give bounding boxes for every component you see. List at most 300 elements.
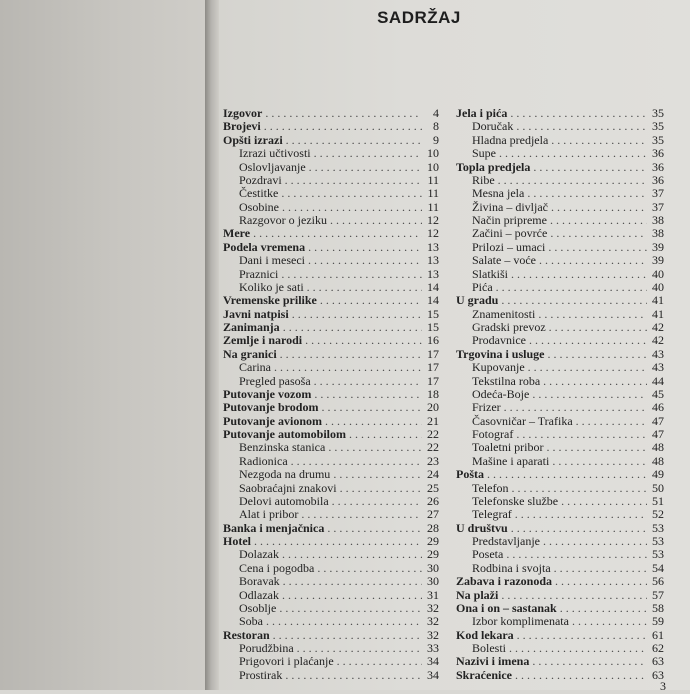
- dot-leader: [279, 602, 422, 615]
- dot-leader: [320, 294, 422, 307]
- toc-entry-label: Živina – divljač: [472, 199, 548, 214]
- toc-entry-label: Prostirak: [239, 667, 283, 682]
- dot-leader: [576, 415, 647, 428]
- toc-entry: [223, 602, 439, 615]
- dot-leader: [511, 482, 647, 495]
- toc-entry-label: Topla predjela: [456, 159, 531, 174]
- toc-entry-page: 13: [427, 239, 439, 254]
- toc-entry: [223, 308, 439, 321]
- dot-leader: [555, 575, 647, 588]
- dot-leader: [282, 589, 422, 602]
- dot-leader: [301, 508, 422, 521]
- toc-entry-page: 29: [427, 547, 439, 562]
- toc-entry: [456, 468, 664, 481]
- toc-column-left: [223, 107, 439, 682]
- toc-entry-page: 46: [652, 400, 664, 415]
- dot-leader: [291, 455, 422, 468]
- toc-entry-page: 42: [652, 320, 664, 334]
- dot-leader: [561, 495, 647, 508]
- toc-entry: [223, 161, 439, 174]
- dot-leader: [292, 308, 422, 321]
- toc-entry: [456, 120, 664, 133]
- toc-entry-label: Boravak: [239, 574, 280, 589]
- dot-leader: [309, 161, 422, 174]
- dot-leader: [328, 441, 422, 454]
- toc-entry-page: 54: [652, 560, 664, 575]
- dot-leader: [305, 334, 422, 347]
- toc-entry-label: Supe: [472, 146, 496, 161]
- toc-entry-label: Skraćenice: [456, 667, 512, 682]
- toc-entry: [456, 655, 664, 668]
- toc-entry-page: 59: [652, 614, 664, 629]
- toc-entry-page: 61: [652, 627, 664, 642]
- dot-leader: [516, 428, 647, 441]
- toc-entry-page: 9: [433, 132, 439, 147]
- left-page: [0, 0, 205, 690]
- toc-entry-label: Alat i pribor: [239, 507, 299, 522]
- dot-leader: [517, 629, 647, 642]
- toc-entry: [456, 321, 664, 334]
- toc-entry-page: 29: [427, 534, 439, 548]
- toc-entry-page: 56: [652, 574, 664, 589]
- toc-entry-page: 53: [652, 520, 664, 535]
- dot-leader: [333, 468, 422, 481]
- dot-leader: [254, 535, 422, 548]
- toc-entry-page: 21: [427, 413, 439, 428]
- toc-entry-label: Razgovor o jeziku: [239, 213, 327, 227]
- toc-entry-label: Kod lekara: [456, 627, 514, 642]
- toc-entry: [223, 428, 439, 441]
- toc-entry-page: 15: [427, 306, 439, 321]
- book-gutter: [205, 0, 219, 690]
- dot-leader: [499, 147, 647, 160]
- toc-entry-label: Benzinska stanica: [239, 440, 326, 455]
- toc-entry: [223, 227, 439, 240]
- dot-leader: [265, 107, 422, 120]
- toc-entry-label: Saobraćajni znakovi: [239, 480, 337, 495]
- dot-leader: [281, 187, 422, 200]
- toc-entry-page: 15: [427, 320, 439, 334]
- toc-entry: [223, 281, 439, 294]
- toc-entry-label: Osoblje: [239, 600, 277, 615]
- toc-entry-page: 30: [427, 574, 439, 589]
- toc-entry: [223, 134, 439, 147]
- dot-leader: [349, 428, 422, 441]
- toc-entry-page: 39: [652, 239, 664, 254]
- toc-entry-page: 63: [652, 667, 664, 682]
- dot-leader: [332, 495, 422, 508]
- toc-entry: [456, 629, 664, 642]
- toc-entry-label: Delovi automobila: [239, 493, 329, 508]
- toc-entry-page: 17: [427, 360, 439, 375]
- toc-entry: [456, 174, 664, 187]
- toc-entry-label: Toaletni pribor: [472, 440, 544, 455]
- toc-entry: [456, 495, 664, 508]
- toc-entry-page: 14: [427, 279, 439, 294]
- toc-column-right: [456, 107, 664, 682]
- toc-entry-label: Poseta: [472, 547, 504, 562]
- toc-entry-label: Mesna jela: [472, 186, 525, 201]
- toc-entry-page: 30: [427, 560, 439, 575]
- toc-entry: [223, 187, 439, 200]
- toc-entry-page: 57: [652, 587, 664, 602]
- toc-entry-page: 22: [427, 427, 439, 441]
- toc-entry-label: Zanimanja: [223, 320, 280, 334]
- dot-leader: [516, 120, 647, 133]
- toc-entry: [456, 161, 664, 174]
- dot-leader: [506, 548, 647, 561]
- toc-entry-label: Cena i pogodba: [239, 560, 315, 575]
- toc-entry-label: Pozdravi: [239, 172, 282, 187]
- toc-entry-label: Hotel: [223, 534, 251, 548]
- toc-entry-label: Salate – voće: [472, 253, 536, 268]
- toc-entry-page: 38: [652, 226, 664, 241]
- toc-entry: [223, 241, 439, 254]
- toc-entry-page: 32: [427, 600, 439, 615]
- dot-leader: [549, 321, 647, 334]
- dot-leader: [529, 334, 647, 347]
- toc-entry-page: 24: [427, 467, 439, 482]
- dot-leader: [527, 187, 647, 200]
- toc-entry-label: Mašine i aparati: [472, 453, 550, 468]
- dot-leader: [548, 241, 647, 254]
- toc-entry-label: Fotograf: [472, 427, 514, 441]
- toc-entry: [456, 548, 664, 561]
- toc-entry: [456, 227, 664, 240]
- toc-entry-label: Kupovanje: [472, 360, 525, 375]
- toc-entry-page: 31: [427, 587, 439, 602]
- toc-entry-label: Porudžbina: [239, 641, 294, 655]
- toc-entry-page: 49: [652, 467, 664, 482]
- toc-entry-label: Hladna predjela: [472, 132, 549, 147]
- toc-entry-label: Začini – povrće: [472, 226, 548, 241]
- toc-entry-page: 17: [427, 346, 439, 361]
- dot-leader: [533, 161, 647, 174]
- dot-leader: [280, 348, 422, 361]
- toc-entry-label: Jela i pića: [456, 106, 508, 120]
- dot-leader: [286, 134, 422, 147]
- dot-leader: [504, 401, 647, 414]
- toc-entry: [223, 214, 439, 227]
- dot-leader: [538, 308, 647, 321]
- toc-entry: [223, 120, 439, 133]
- dot-leader: [253, 227, 422, 240]
- toc-entry: [456, 254, 664, 267]
- toc-entry-page: 37: [652, 186, 664, 201]
- dot-leader: [282, 201, 422, 214]
- toc-entry-page: 25: [427, 480, 439, 495]
- toc-entry-label: Ona i on – sastanak: [456, 600, 557, 615]
- toc-entry-label: Opšti izrazi: [223, 132, 283, 147]
- toc-entry-label: Način pripreme: [472, 213, 547, 227]
- toc-entry-page: 26: [427, 493, 439, 508]
- toc-entry-label: Trgovina i usluge: [456, 346, 545, 361]
- toc-entry-label: Carina: [239, 360, 271, 375]
- toc-entry-page: 35: [652, 132, 664, 147]
- toc-entry-page: 40: [652, 266, 664, 281]
- dot-leader: [543, 535, 647, 548]
- dot-leader: [552, 455, 647, 468]
- toc-entry-page: 23: [427, 453, 439, 468]
- toc-entry: [223, 348, 439, 361]
- toc-entry-page: 41: [652, 306, 664, 321]
- toc-entry-page: 63: [652, 654, 664, 669]
- toc-entry: [223, 294, 439, 307]
- toc-entry-label: Tekstilna roba: [472, 373, 541, 388]
- toc-entry-page: 14: [427, 293, 439, 308]
- toc-entry-label: Prigovori i plaćanje: [239, 654, 334, 669]
- toc-entry: [223, 655, 439, 668]
- toc-entry: [223, 401, 439, 414]
- toc-entry-label: Čestitke: [239, 186, 279, 201]
- dot-leader: [314, 388, 422, 401]
- toc-entry: [223, 508, 439, 521]
- toc-entry-page: 38: [652, 213, 664, 227]
- toc-entry: [223, 107, 439, 120]
- dot-leader: [510, 107, 647, 120]
- dot-leader: [285, 669, 422, 682]
- toc-entry-page: 13: [427, 266, 439, 281]
- toc-entry-page: 37: [652, 199, 664, 214]
- toc-entry: [456, 589, 664, 602]
- toc-entry-label: Soba: [239, 614, 263, 629]
- toc-entry-page: 48: [652, 440, 664, 455]
- toc-entry-page: 32: [427, 627, 439, 642]
- toc-entry-label: Brojevi: [223, 119, 261, 134]
- toc-entry: [223, 669, 439, 682]
- toc-entry-page: 10: [427, 159, 439, 174]
- toc-entry-page: 47: [652, 413, 664, 428]
- toc-entry-page: 34: [427, 654, 439, 669]
- toc-entry-page: 44: [652, 373, 664, 388]
- toc-entry-page: 58: [652, 600, 664, 615]
- toc-entry-page: 27: [427, 507, 439, 522]
- toc-entry: [223, 562, 439, 575]
- toc-entry: [223, 441, 439, 454]
- toc-entry-label: Javni natpisi: [223, 306, 289, 321]
- toc-entry-label: Koliko je sati: [239, 279, 304, 294]
- toc-entry-page: 36: [652, 172, 664, 187]
- dot-leader: [282, 548, 422, 561]
- toc-entry-page: 32: [427, 614, 439, 629]
- toc-entry: [456, 348, 664, 361]
- toc-entry: [456, 268, 664, 281]
- page-title: SADRŽAJ: [377, 8, 461, 27]
- dot-leader: [550, 227, 647, 240]
- dot-leader: [511, 268, 647, 281]
- toc-entry: [456, 201, 664, 214]
- toc-entry: [456, 615, 664, 628]
- toc-entry-label: Izgovor: [223, 106, 263, 120]
- toc-entry-label: Telegraf: [472, 507, 512, 522]
- toc-entry-page: 52: [652, 507, 664, 522]
- toc-entry-page: 33: [427, 641, 439, 655]
- toc-entry: [456, 134, 664, 147]
- toc-entry-label: Dani i meseci: [239, 253, 305, 268]
- toc-entry: [223, 415, 439, 428]
- toc-entry: [223, 535, 439, 548]
- toc-entry: [223, 575, 439, 588]
- toc-entry-label: Predstavljanje: [472, 534, 540, 548]
- dot-leader: [550, 214, 647, 227]
- toc-entry: [456, 308, 664, 321]
- toc-entry: [223, 268, 439, 281]
- toc-entry: [456, 401, 664, 414]
- dot-leader: [539, 254, 647, 267]
- toc-entry: [223, 388, 439, 401]
- toc-entry: [456, 107, 664, 120]
- toc-entry-label: Restoran: [223, 627, 270, 642]
- toc-entry-label: Radionica: [239, 453, 288, 468]
- dot-leader: [264, 120, 422, 133]
- dot-leader: [281, 268, 422, 281]
- toc-entry: [223, 589, 439, 602]
- dot-leader: [266, 615, 422, 628]
- dot-leader: [330, 214, 422, 227]
- toc-entry-label: Časovničar – Trafika: [472, 413, 573, 428]
- toc-entry-label: Telefonske službe: [472, 493, 559, 508]
- toc-entry-label: Telefon: [472, 480, 509, 495]
- toc-entry-page: 10: [427, 146, 439, 161]
- toc-entry: [223, 629, 439, 642]
- toc-entry-label: Doručak: [472, 119, 514, 134]
- toc-entry: [223, 254, 439, 267]
- toc-entry-page: 48: [652, 453, 664, 468]
- toc-entry-page: 53: [652, 547, 664, 562]
- toc-entry: [456, 281, 664, 294]
- dot-leader: [554, 562, 647, 575]
- dot-leader: [340, 482, 422, 495]
- toc-entry-label: Pregled pasoša: [239, 373, 311, 388]
- toc-entry: [223, 321, 439, 334]
- toc-entry-label: Na plaži: [456, 587, 499, 602]
- dot-leader: [515, 508, 647, 521]
- toc-entry-page: 51: [652, 493, 664, 508]
- toc-entry-page: 47: [652, 427, 664, 441]
- toc-entry: [456, 428, 664, 441]
- toc-entry-label: Prilozi – umaci: [472, 239, 546, 254]
- toc-entry-label: Gradski prevoz: [472, 320, 546, 334]
- toc-entry: [223, 482, 439, 495]
- toc-entry-page: 12: [427, 213, 439, 227]
- dot-leader: [274, 361, 422, 374]
- toc-entry: [456, 522, 664, 535]
- dot-leader: [337, 655, 422, 668]
- dot-leader: [543, 375, 647, 388]
- toc-entry: [456, 482, 664, 495]
- toc-entry-label: Rodbina i svojta: [472, 560, 551, 575]
- dot-leader: [321, 401, 422, 414]
- toc-entry-label: U gradu: [456, 293, 499, 308]
- toc-entry-page: 39: [652, 253, 664, 268]
- toc-entry: [223, 522, 439, 535]
- toc-entry: [223, 468, 439, 481]
- toc-entry-page: 8: [433, 119, 439, 134]
- toc-entry-page: 20: [427, 400, 439, 415]
- toc-entry: [223, 361, 439, 374]
- toc-entry-label: Odlazak: [239, 587, 279, 602]
- toc-entry-page: 11: [427, 172, 439, 187]
- dot-leader: [273, 629, 422, 642]
- toc-entry-page: 35: [652, 106, 664, 120]
- toc-entry-label: Dolazak: [239, 547, 279, 562]
- toc-entry-page: 36: [652, 146, 664, 161]
- toc-entry: [456, 361, 664, 374]
- toc-entry: [456, 375, 664, 388]
- toc-entry-page: 12: [427, 226, 439, 241]
- toc-entry-page: 22: [427, 440, 439, 455]
- dot-leader: [528, 361, 647, 374]
- dot-leader: [560, 602, 647, 615]
- dot-leader: [515, 669, 647, 682]
- toc-entry-label: Banka i menjačnica: [223, 520, 325, 535]
- toc-entry-page: 17: [427, 373, 439, 388]
- toc-entry: [456, 602, 664, 615]
- toc-entry-page: 45: [652, 386, 664, 401]
- toc-entry-label: Praznici: [239, 266, 279, 281]
- toc-entry-page: 53: [652, 534, 664, 548]
- toc-entry: [456, 562, 664, 575]
- toc-entry-label: Frizer: [472, 400, 501, 415]
- toc-entry: [456, 214, 664, 227]
- dot-leader: [308, 254, 422, 267]
- toc-entry-label: Ribe: [472, 172, 495, 187]
- toc-entry: [456, 187, 664, 200]
- dot-leader: [551, 201, 647, 214]
- toc-entry-label: Oslovljavanje: [239, 159, 306, 174]
- toc-entry-label: Bolesti: [472, 641, 507, 655]
- toc-entry-page: 43: [652, 346, 664, 361]
- dot-leader: [547, 348, 647, 361]
- toc-entry: [223, 174, 439, 187]
- toc-entry-label: Znamenitosti: [472, 306, 536, 321]
- toc-entry: [223, 201, 439, 214]
- dot-leader: [509, 642, 647, 655]
- toc-entry-page: 40: [652, 279, 664, 294]
- toc-entry-page: 11: [427, 186, 439, 201]
- toc-entry: [456, 441, 664, 454]
- toc-entry-label: U društvu: [456, 520, 508, 535]
- toc-entry-page: 18: [427, 386, 439, 401]
- toc-entry-page: 16: [427, 333, 439, 348]
- dot-leader: [572, 615, 647, 628]
- toc-entry-label: Slatkiši: [472, 266, 509, 281]
- dot-leader: [496, 281, 647, 294]
- toc-entry-page: 36: [652, 159, 664, 174]
- page-number: 3: [660, 679, 666, 693]
- toc-entry-label: Pošta: [456, 467, 484, 482]
- toc-entry-label: Putovanje automobilom: [223, 427, 346, 441]
- toc-entry-label: Putovanje brodom: [223, 400, 319, 415]
- toc-entry-label: Putovanje vozom: [223, 386, 312, 401]
- dot-leader: [285, 174, 422, 187]
- dot-leader: [325, 415, 422, 428]
- toc-entry-page: 34: [427, 667, 439, 682]
- toc-entry: [456, 575, 664, 588]
- toc-entry-label: Izbor komplimenata: [472, 614, 569, 629]
- toc-entry: [223, 495, 439, 508]
- toc-entry: [456, 334, 664, 347]
- toc-entry-label: Mere: [223, 226, 251, 241]
- toc-entry-label: Vremenske prilike: [223, 293, 317, 308]
- dot-leader: [498, 174, 647, 187]
- toc-entry-page: 35: [652, 119, 664, 134]
- toc-entry-label: Nezgoda na drumu: [239, 467, 331, 482]
- toc-entry: [223, 334, 439, 347]
- dot-leader: [532, 388, 647, 401]
- dot-leader: [283, 575, 422, 588]
- dot-leader: [551, 134, 647, 147]
